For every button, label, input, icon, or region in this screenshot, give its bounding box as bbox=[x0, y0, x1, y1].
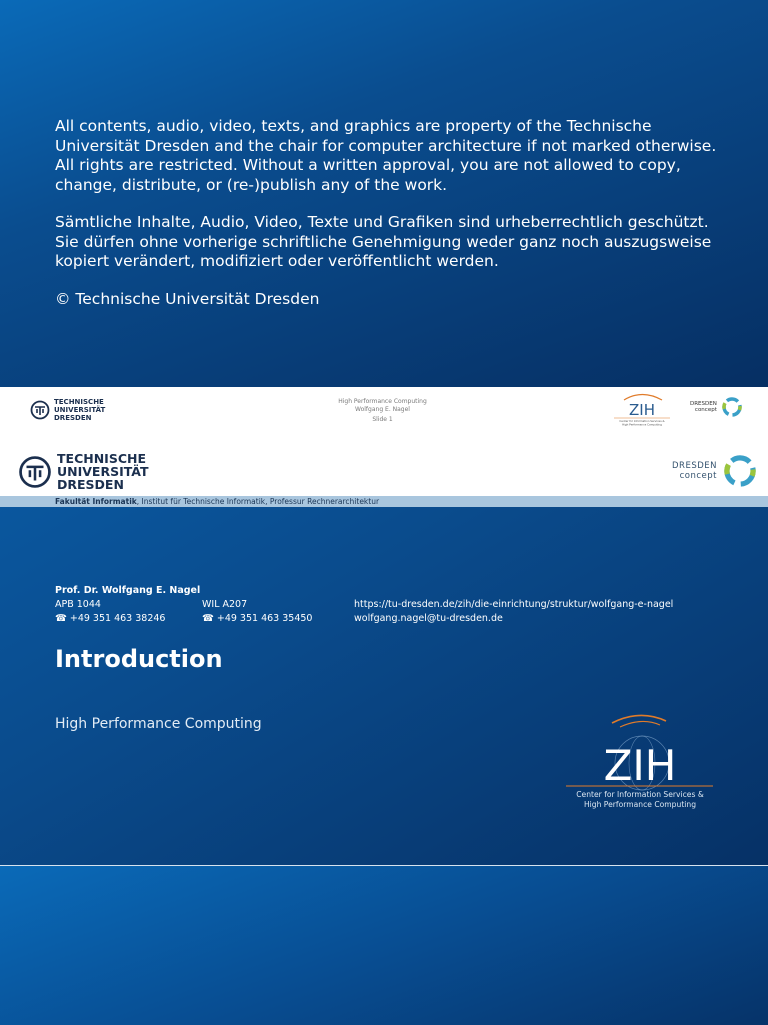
zih-logo-large bbox=[562, 711, 717, 816]
dresden-concept-logo-large bbox=[672, 453, 758, 489]
legal-notice-slide bbox=[0, 0, 768, 387]
contact-phone1: ☎ +49 351 463 38246 bbox=[55, 613, 166, 624]
zih-caption-line2: High Performance Computing bbox=[583, 800, 697, 809]
contact-url[interactable]: https://tu-dresden.de/zih/die-einrichtung/struktur/wolfgang-e-nagel bbox=[354, 599, 674, 610]
logo-line1: TECHNISCHE bbox=[54, 398, 104, 406]
notice-copyright: © Technische Universität Dresden bbox=[55, 289, 320, 308]
tud-emblem-large-icon bbox=[18, 455, 52, 489]
zih-logo-small bbox=[610, 391, 674, 427]
contact-room2: WIL A207 bbox=[202, 599, 248, 610]
title-slide bbox=[0, 433, 768, 865]
author-name: Wolfgang E. Nagel bbox=[355, 406, 410, 413]
zih-mark-small: ZIH bbox=[629, 401, 655, 419]
logo-large-line1: TECHNISCHE bbox=[57, 451, 146, 466]
dresden-concept-ring-icon bbox=[721, 396, 743, 418]
legal-notice bbox=[55, 117, 725, 327]
dresden-line2-small: concept bbox=[694, 407, 717, 413]
slide-header-strip bbox=[0, 387, 768, 433]
faculty-institute: , Institut für Technische Informatik, Professur Rechnerarchitektur bbox=[136, 497, 380, 506]
contact-email[interactable]: wolfgang.nagel@tu-dresden.de bbox=[354, 613, 503, 624]
tud-logo-small bbox=[30, 398, 105, 422]
zih-caption-line1: Center for Information Services & bbox=[576, 790, 704, 799]
course-name: High Performance Computing bbox=[338, 398, 427, 405]
contact-name: Prof. Dr. Wolfgang E. Nagel bbox=[55, 585, 201, 596]
logo-line2: UNIVERSITÄT bbox=[54, 406, 106, 414]
tud-emblem-icon bbox=[30, 400, 50, 420]
dresden-line1-small: DRESDEN bbox=[690, 401, 717, 407]
slide-subtitle: High Performance Computing bbox=[55, 716, 262, 732]
logo-large-line3: DRESDEN bbox=[57, 477, 124, 492]
dresden-line2-large: concept bbox=[679, 471, 717, 481]
slide-title: Introduction bbox=[55, 645, 223, 673]
logo-large-line2: UNIVERSITÄT bbox=[57, 464, 149, 479]
zih-mark-large: ZIH bbox=[603, 741, 677, 790]
faculty-name: Fakultät Informatik bbox=[55, 497, 137, 506]
zih-caption-line2-small: High Performance Computing bbox=[622, 422, 662, 427]
logo-bar bbox=[0, 433, 768, 496]
faculty-bar bbox=[0, 496, 768, 507]
dresden-concept-ring-large-icon bbox=[722, 453, 758, 489]
slide-meta bbox=[300, 398, 465, 424]
notice-english: All contents, audio, video, texts, and graphics are property of the Technische Universität Dresden and the chair for computer architecture if not marked otherwise. All rights are restricted. Without a written approval, you are not allowed to copy, change, distribute, or (re-)publish any of the work. bbox=[55, 117, 717, 194]
slide-number: Slide 1 bbox=[372, 416, 393, 423]
notice-german: Sämtliche Inhalte, Audio, Video, Texte und Grafiken sind urheberrechtlich geschützt. Sie dürfen ohne vorherige schriftliche Genehmigung weder ganz noch auszugsweise kopiert verändert, modifiziert oder veröffentlicht werden. bbox=[55, 213, 712, 270]
logo-line3: DRESDEN bbox=[54, 414, 92, 422]
dresden-concept-logo-small bbox=[690, 396, 743, 418]
contact-room1: APB 1044 bbox=[55, 599, 101, 610]
next-slide-preview bbox=[0, 865, 768, 1025]
zih-caption-line1-small: Center for Information Services & bbox=[619, 419, 665, 423]
contact-phone2: ☎ +49 351 463 35450 bbox=[202, 613, 313, 624]
tud-logo-large bbox=[18, 452, 149, 491]
dresden-line1-large: DRESDEN bbox=[672, 461, 717, 471]
